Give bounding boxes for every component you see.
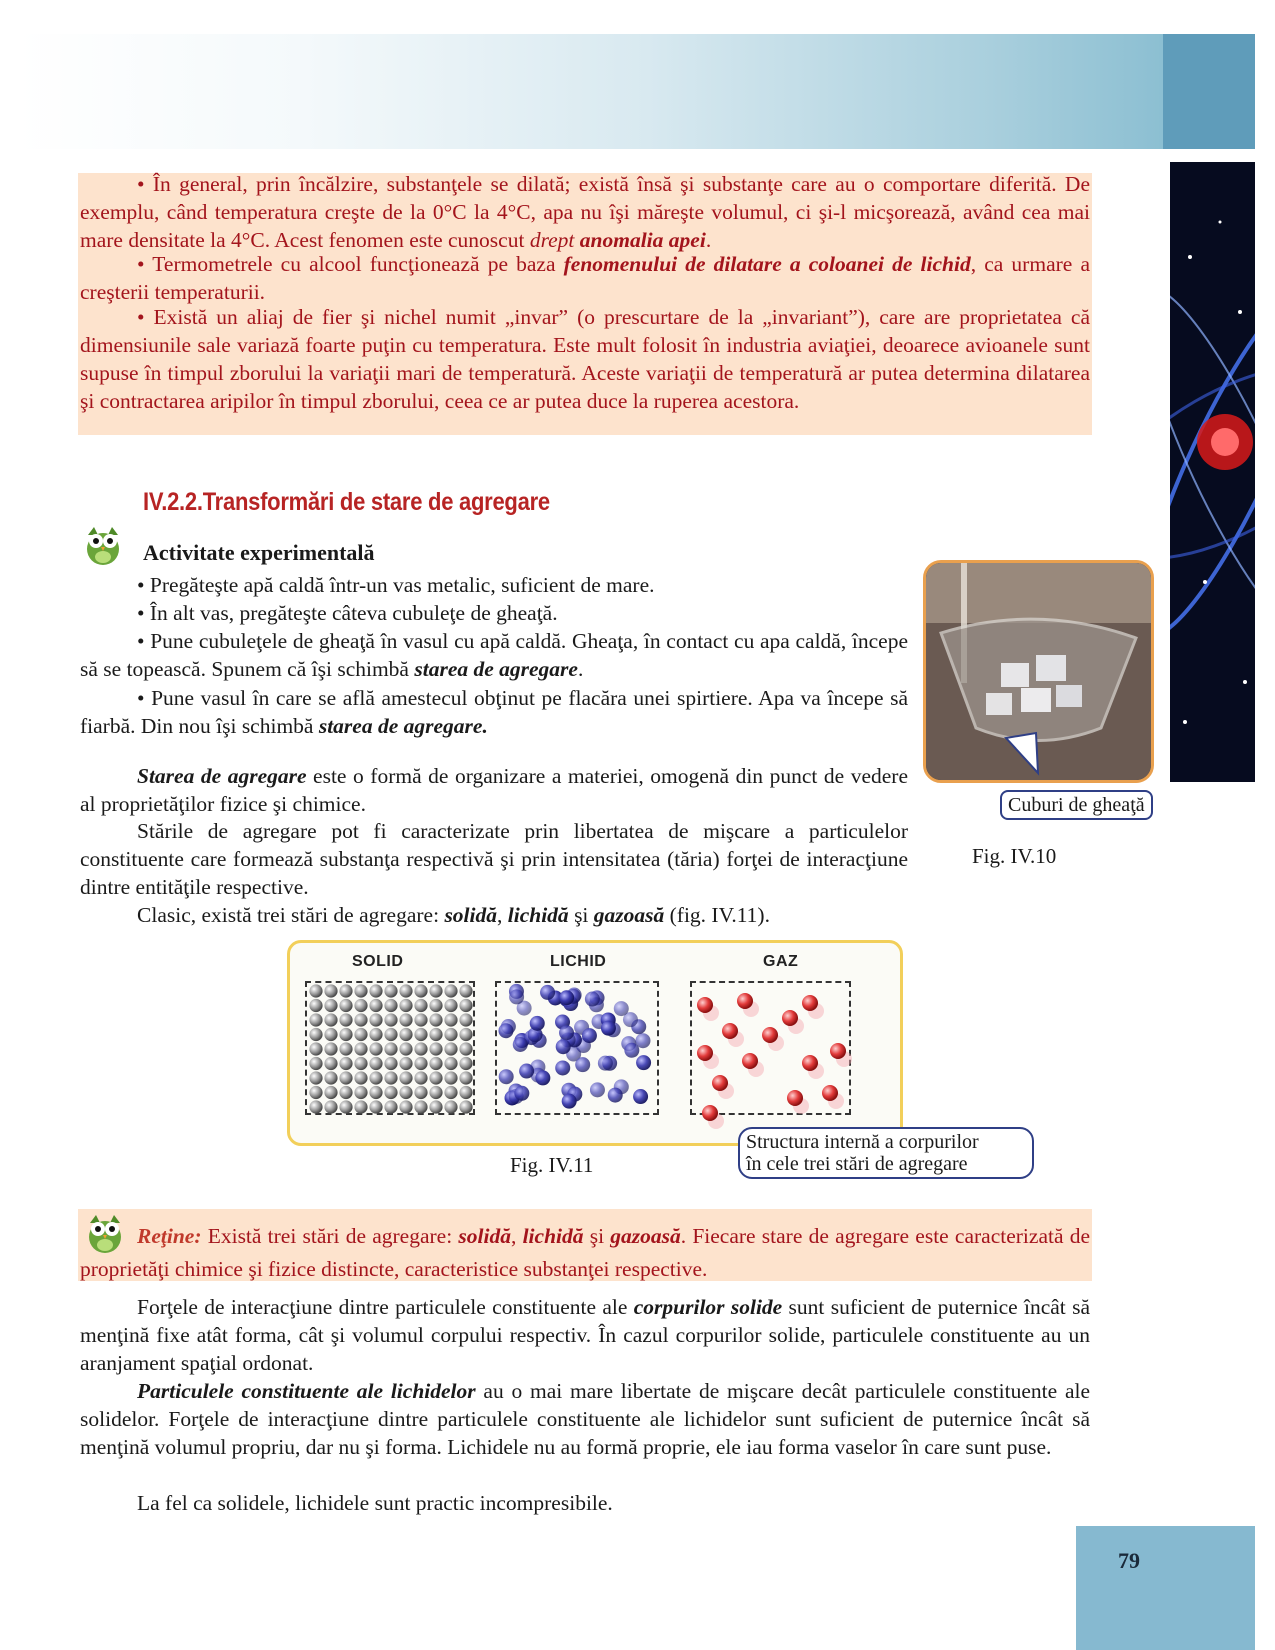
gas-particle [762,1027,778,1043]
solid-particle [459,999,472,1012]
gas-particle [697,997,713,1013]
liquid-particle [513,1037,528,1052]
solid-particle [309,1028,322,1041]
solid-particle [399,1013,412,1026]
activity-bullet-3 [80,627,908,683]
term-liquid: lichidă [507,903,569,927]
solid-particle [444,1100,457,1113]
anomaly-term: anomalia apei [579,228,706,252]
intro-text-1-end: . [705,228,712,252]
page-number-block [1076,1526,1255,1650]
body-text-2c: au o mai mare libertate de mişcare decât particulele constituente ale solidelor. Forţele de interacţiune dintre particulele constituente ale lichidelor sunt suficient de puternice încât să menţină volumul propriu, dar nu şi forma. Lichidele nu au formă proprie, ele iau forma vaselor în care sunt puse. [80,1379,1090,1459]
solid-particle [459,1100,472,1113]
gas-particle [822,1085,838,1101]
solid-particle [414,1057,427,1070]
activity-bullet-2 [80,599,880,627]
liquid-particle [575,1057,590,1072]
intro-text-2a: • Termometrele cu alcool funcţionează pe baza [137,252,564,276]
solid-particle [459,1028,472,1041]
solid-particle [354,984,367,997]
solid-particle [384,999,397,1012]
liquid-particle [556,1039,571,1054]
liquid-particle [540,985,555,1000]
definition-paragraph-2 [80,817,908,901]
definition-sep-1: , [497,903,508,927]
intro-text-2c: , ca urmare a creşterii temperaturii. [80,252,1090,304]
solid-particle [399,1071,412,1084]
solid-particle [339,1042,352,1055]
liquid-particle [636,1055,651,1070]
retine-liquid: lichidă [522,1224,584,1248]
definition-sep-2: şi [568,903,594,927]
solid-particle [354,1042,367,1055]
retine-label: Reţine: [137,1224,202,1248]
liquid-particle [585,992,600,1007]
solid-particle [384,1100,397,1113]
liquid-particle [633,1089,648,1104]
gas-particle [712,1075,728,1091]
header-block [1163,34,1255,149]
section-title: IV.2.2.Transformări de stare de agregare [143,488,550,516]
solid-particle [444,1013,457,1026]
solid-particle [354,1086,367,1099]
solid-particle [309,1100,322,1113]
solid-particle [369,1071,382,1084]
solid-particle [384,1086,397,1099]
liquid-particle [598,1056,613,1071]
solid-particle [399,1042,412,1055]
solid-particle [369,1100,382,1113]
liquid-particle [555,1060,570,1075]
solid-particle [414,1086,427,1099]
definition-text-3-end: (fig. IV.11). [664,903,770,927]
solid-particle [459,984,472,997]
solid-particle [429,984,442,997]
liquid-particle [530,1016,545,1031]
liquid-particle [582,1028,597,1043]
term-gas: gazoasă [593,903,665,927]
solid-particle [384,1028,397,1041]
liquid-particle [498,1023,513,1038]
solid-particle [399,1028,412,1041]
gas-particle [830,1043,846,1059]
retine-text-2: . Fiecare stare de agregare este caracterizată de proprietăţi chimice şi fizice distincte, caracteristice substanţei respective. [80,1224,1091,1281]
solid-particle [339,999,352,1012]
solid-particle [324,999,337,1012]
solid-particle [414,1071,427,1084]
solid-particle [354,1071,367,1084]
intro-text-3: • Există un aliaj de fier şi nichel numit „invar” (o prescurtare de la „invariant”), care are proprietatea că dimensiunile sale variază foarte puţin cu temperatura. Este mult folosit în industria aviaţiei, deoarece avioanele sunt supuse în timpul zborului la variaţii mari de temperatură. Aceste variaţii de temperatură ar putea determina dilatarea şi contractarea aripilor în timpul zborului, ceea ce ar putea duce la ruperea acestora. [80,305,1090,413]
solid-particle [444,1028,457,1041]
solid-particle [399,1057,412,1070]
ice-cubes-callout: Cuburi de gheaţă [1000,790,1153,820]
solid-particle [354,1100,367,1113]
retine-gas: gazoasă [610,1224,681,1248]
solid-particle [354,1028,367,1041]
label-liquid: LICHID [550,953,607,970]
solid-particle [384,1057,397,1070]
solid-particle [399,999,412,1012]
structure-callout-line-2: în cele trei stări de agregare [746,1153,968,1175]
retine-solid: solidă [458,1224,511,1248]
definition-paragraph-1 [80,762,908,818]
solid-particle [429,1100,442,1113]
solid-particle [339,1057,352,1070]
definition-text-2: Stările de agregare pot fi caracterizate prin libertatea de mişcare a particulelor constituente care formează substanţa respectivă şi prin intensitatea (tăria) forţei de interacţiune dintre entităţile respective. [80,819,908,899]
liquid-particle [519,1064,534,1079]
solid-particle [429,1086,442,1099]
liquid-particle [608,1088,623,1103]
term-solid: solidă [444,903,498,927]
solid-particle [444,1042,457,1055]
retine-text-1: Există trei stări de agregare: [201,1224,459,1248]
intro-paragraph-3 [80,303,1090,415]
retine-paragraph [80,1220,1090,1286]
structure-callout [738,1127,1034,1179]
solid-particle [339,1013,352,1026]
solid-particle [324,1028,337,1041]
definition-text-1: este o formă de organizare a materiei, omogenă din punct de vedere al proprietăţilor fizice şi chimice. [80,764,908,816]
solid-particle [414,1028,427,1041]
liquid-particle [509,989,524,1004]
solid-particle [459,1086,472,1099]
solid-particle [309,984,322,997]
solid-particle [369,1028,382,1041]
aggregation-state-term-2: starea de agregare. [318,714,488,738]
solid-particle [414,1100,427,1113]
solid-particle [339,1071,352,1084]
label-gas: GAZ [763,953,799,970]
intro-text-1: • În general, prin încălzire, substanţele se dilată; există însă şi substanţe care au o comportare diferită. De exemplu, când temperatura creşte de la 0°C la 4°C, apa nu îşi măreşte volumul, ci şi-l micşorează, având cea mai mare densitate la 4°C. Acest fenomen este cunoscut [80,172,1090,252]
aggregation-state-definition-term: Starea de agregare [137,764,307,788]
solid-particle [384,984,397,997]
solid-particle [444,984,457,997]
structure-callout-line-1: Structura internă a corpurilor [746,1131,979,1153]
solid-particle [339,984,352,997]
body-text-1c: sunt suficient de puternice încât să menţină fixe atât forma, cât şi volumul corpului respectiv. În cazul corpurilor solide, particulele constituente au un aranjament spaţial ordonat. [80,1295,1091,1375]
solid-particle [354,1057,367,1070]
solid-particle [309,1057,322,1070]
solid-particle [324,1071,337,1084]
activity-bullet-4-text: • Pune vasul în care se află amestecul obţinut pe flacăra unei spirtiere. Apa va începe să fiarbă. Din nou îşi schimbă [80,686,908,738]
solid-particle [429,1057,442,1070]
solid-particle [339,1028,352,1041]
gas-particle [722,1023,738,1039]
body-paragraph-3 [80,1489,1090,1517]
solid-particle [429,1042,442,1055]
activity-bullet-1-text: • Pregăteşte apă caldă într-un vas metalic, suficient de mare. [137,573,655,597]
definition-paragraph-3 [80,901,908,929]
solid-particle [324,1100,337,1113]
solid-particle [339,1100,352,1113]
solid-particle [459,1042,472,1055]
solid-particle [309,1042,322,1055]
gas-particle [742,1053,758,1069]
solid-particle [444,1071,457,1084]
activity-bullet-4 [80,684,908,740]
solid-particle [384,1042,397,1055]
fig10-caption: Fig. IV.10 [972,844,1057,868]
page-number: 79 [1118,1548,1140,1573]
liquid-particle [559,990,574,1005]
solid-particle [399,1086,412,1099]
solid-particle [369,1013,382,1026]
solid-particle [414,1013,427,1026]
body-text-1a: Forţele de interacţiune dintre particulele constituente ale [137,1295,634,1319]
solid-particle [459,1013,472,1026]
solid-particle [399,984,412,997]
activity-bullet-3-end: . [577,657,584,681]
solid-particle [309,1086,322,1099]
solid-particle [414,1042,427,1055]
solid-particle [339,1086,352,1099]
solid-particle [354,1013,367,1026]
solid-particle [369,1086,382,1099]
retine-sep-2: şi [583,1224,611,1248]
gas-particle [802,1055,818,1071]
liquid-particle [562,1094,577,1109]
fig11-caption: Fig. IV.11 [510,1153,594,1177]
activity-title: Activitate experimentală [143,540,375,565]
dilatation-term: fenomenului de dilatare a coloanei de lichid [563,252,971,276]
solid-particle [429,1028,442,1041]
solid-particle [324,984,337,997]
solid-particle [324,1057,337,1070]
solid-particle [414,984,427,997]
solid-particle [414,999,427,1012]
solid-particle [369,999,382,1012]
solid-particle [369,1042,382,1055]
owl-mascot-icon [82,523,124,567]
liquid-particle [535,1070,550,1085]
retine-sep-1: , [510,1224,523,1248]
solid-particle [429,1013,442,1026]
solid-particle [384,1013,397,1026]
liquid-particle [499,1069,514,1084]
intro-paragraph-1 [80,170,1090,254]
solid-particle [384,1071,397,1084]
liquid-particles-term: Particulele constituente ale lichidelor [137,1379,476,1403]
solid-particle [309,1013,322,1026]
solid-particle [309,999,322,1012]
solid-particle [369,1057,382,1070]
ice-cubes-photo [923,560,1154,783]
liquid-particle [624,1043,639,1058]
liquid-particle [590,1082,605,1097]
liquid-particle [614,1001,629,1016]
solid-particle [369,984,382,997]
solid-particle [459,1057,472,1070]
solid-particle [429,1071,442,1084]
header-band [18,34,1163,149]
gas-particle [787,1090,803,1106]
body-paragraph-2 [80,1377,1090,1461]
gas-particle [782,1010,798,1026]
activity-bullet-2-text: • În alt vas, pregăteşte câteva cubuleţe de gheaţă. [137,601,558,625]
activity-bullet-3-text: • Pune cubuleţele de gheaţă în vasul cu apă caldă. Gheaţa, în contact cu apa caldă, începe să se topească. Spunem că îşi schimbă [80,629,908,681]
solid-particle [444,999,457,1012]
solid-particle [399,1100,412,1113]
intro-paragraph-2 [80,250,1090,306]
solid-particle [309,1071,322,1084]
solid-bodies-term: corpurilor solide [633,1295,783,1319]
gas-particle [802,995,818,1011]
gas-particle [702,1105,718,1121]
label-solid: SOLID [352,953,404,970]
solid-particle [429,999,442,1012]
activity-bullet-1 [80,571,880,599]
solid-particle [324,1042,337,1055]
solid-particle [444,1086,457,1099]
liquid-particle [514,1086,529,1101]
gas-particle [697,1045,713,1061]
liquid-particle [559,1025,574,1040]
body-paragraph-1 [80,1293,1090,1377]
aggregation-state-term-1: starea de agregare [414,657,578,681]
body-text-3: La fel ca solidele, lichidele sunt practic incompresibile. [137,1491,613,1515]
solid-particle [324,1013,337,1026]
solid-particle [354,999,367,1012]
liquid-particle [601,1021,616,1036]
particles-svg [290,943,900,1143]
solid-particle [444,1057,457,1070]
solid-particle [459,1071,472,1084]
states-of-matter-figure [287,940,903,1146]
gas-particle [737,993,753,1009]
definition-text-3: Clasic, există trei stări de agregare: [137,903,445,927]
intro-text-1-italic: drept [529,228,575,252]
atom-side-image [1170,162,1255,782]
solid-particle [324,1086,337,1099]
